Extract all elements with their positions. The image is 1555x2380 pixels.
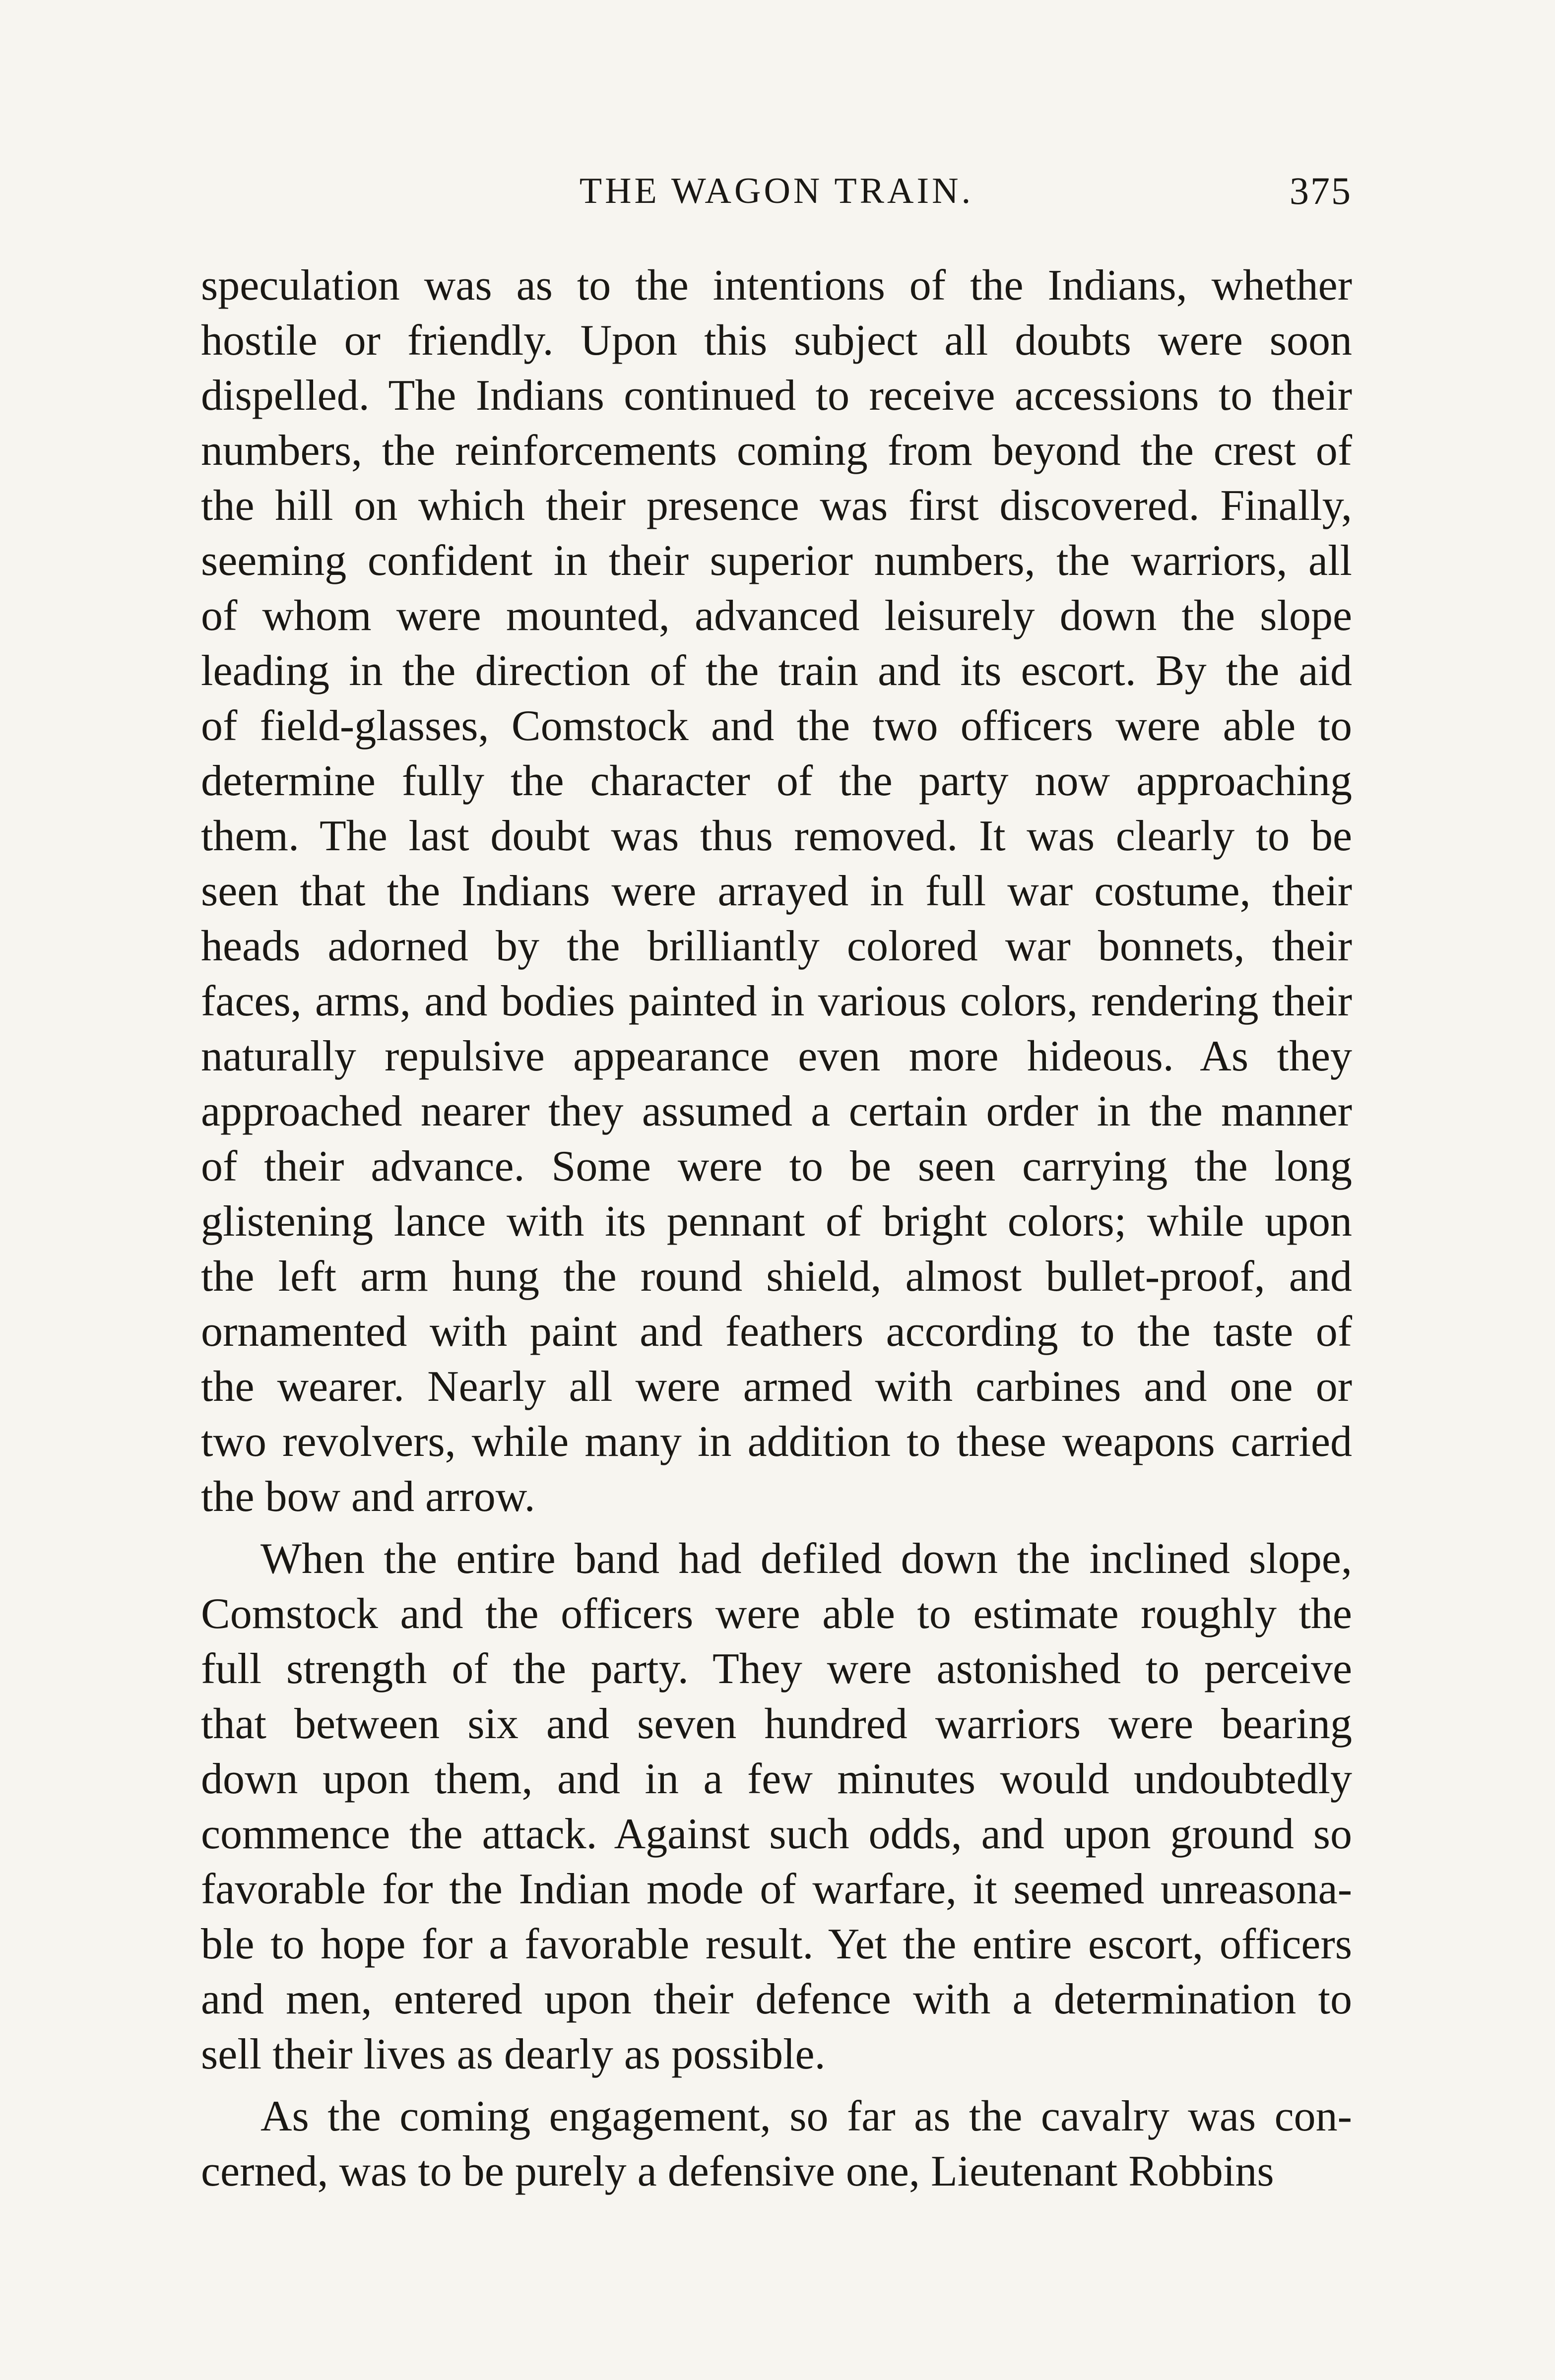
page-number: 375 <box>1290 169 1352 212</box>
running-head: THE WAGON TRAIN. <box>579 171 974 211</box>
text-line: the left arm hung the round shield, almost bullet-proof, and <box>201 1253 1352 1301</box>
text-line: As the coming engagement, so far as the cavalry was con- <box>260 2092 1352 2140</box>
text-line: them. The last doubt was thus removed. It was clearly to be <box>201 812 1352 860</box>
text-line: determine fully the character of the party now approaching <box>201 757 1352 805</box>
text-line: seeming confident in their superior numbers, the warriors, all <box>201 537 1352 585</box>
text-line: glistening lance with its pennant of bright colors; while upon <box>201 1197 1352 1246</box>
paragraph <box>201 2089 1352 2199</box>
text-line: full strength of the party. They were astonished to perceive <box>201 1645 1352 1693</box>
text-line: naturally repulsive appearance even more hideous. As they <box>201 1032 1352 1080</box>
text-line: numbers, the reinforcements coming from beyond the crest of <box>201 427 1352 475</box>
paragraph <box>201 1531 1352 2082</box>
text-line: ble to hope for a favorable result. Yet the entire escort, officers <box>201 1920 1352 1968</box>
text-line: two revolvers, while many in addition to these weapons carried <box>201 1418 1352 1466</box>
body-text <box>201 258 1352 2199</box>
text-line: When the entire band had defiled down the inclined slope, <box>260 1535 1352 1583</box>
text-line: and men, entered upon their defence with a determination to <box>201 1975 1352 2023</box>
text-line: of field-glasses, Comstock and the two officers were able to <box>201 702 1352 750</box>
text-line: that between six and seven hundred warriors were bearing <box>201 1700 1352 1748</box>
text-line: sell their lives as dearly as possible. <box>201 2030 826 2078</box>
text-line: leading in the direction of the train and its escort. By the aid <box>201 647 1352 695</box>
page-header <box>201 164 1352 218</box>
text-line: faces, arms, and bodies painted in various colors, rendering their <box>201 977 1352 1025</box>
text-line: the hill on which their presence was first discovered. Finally, <box>201 482 1352 530</box>
text-line: down upon them, and in a few minutes would undoubtedly <box>201 1755 1352 1803</box>
text-line: of whom were mounted, advanced leisurely down the slope <box>201 592 1352 640</box>
text-line: approached nearer they assumed a certain order in the manner <box>201 1087 1352 1135</box>
text-line: Comstock and the officers were able to estimate roughly the <box>201 1590 1352 1638</box>
text-line: the bow and arrow. <box>201 1473 535 1521</box>
text-line: hostile or friendly. Upon this subject all doubts were soon <box>201 316 1352 365</box>
text-line: heads adorned by the brilliantly colored war bonnets, their <box>201 922 1352 970</box>
paragraph <box>201 258 1352 1524</box>
text-line: the wearer. Nearly all were armed with carbines and one or <box>201 1363 1352 1411</box>
text-line: seen that the Indians were arrayed in full war costume, their <box>201 867 1352 915</box>
text-line: dispelled. The Indians continued to receive accessions to their <box>201 372 1352 420</box>
text-line: cerned, was to be purely a defensive one, Lieutenant Robbins <box>201 2147 1274 2195</box>
text-line: favorable for the Indian mode of warfare, it seemed unreasona- <box>201 1865 1352 1913</box>
text-line: commence the attack. Against such odds, and upon ground so <box>201 1810 1352 1858</box>
text-line: speculation was as to the intentions of the Indians, whether <box>201 261 1352 310</box>
text-line: of their advance. Some were to be seen carrying the long <box>201 1142 1352 1190</box>
text-line: ornamented with paint and feathers according to the taste of <box>201 1308 1352 1356</box>
